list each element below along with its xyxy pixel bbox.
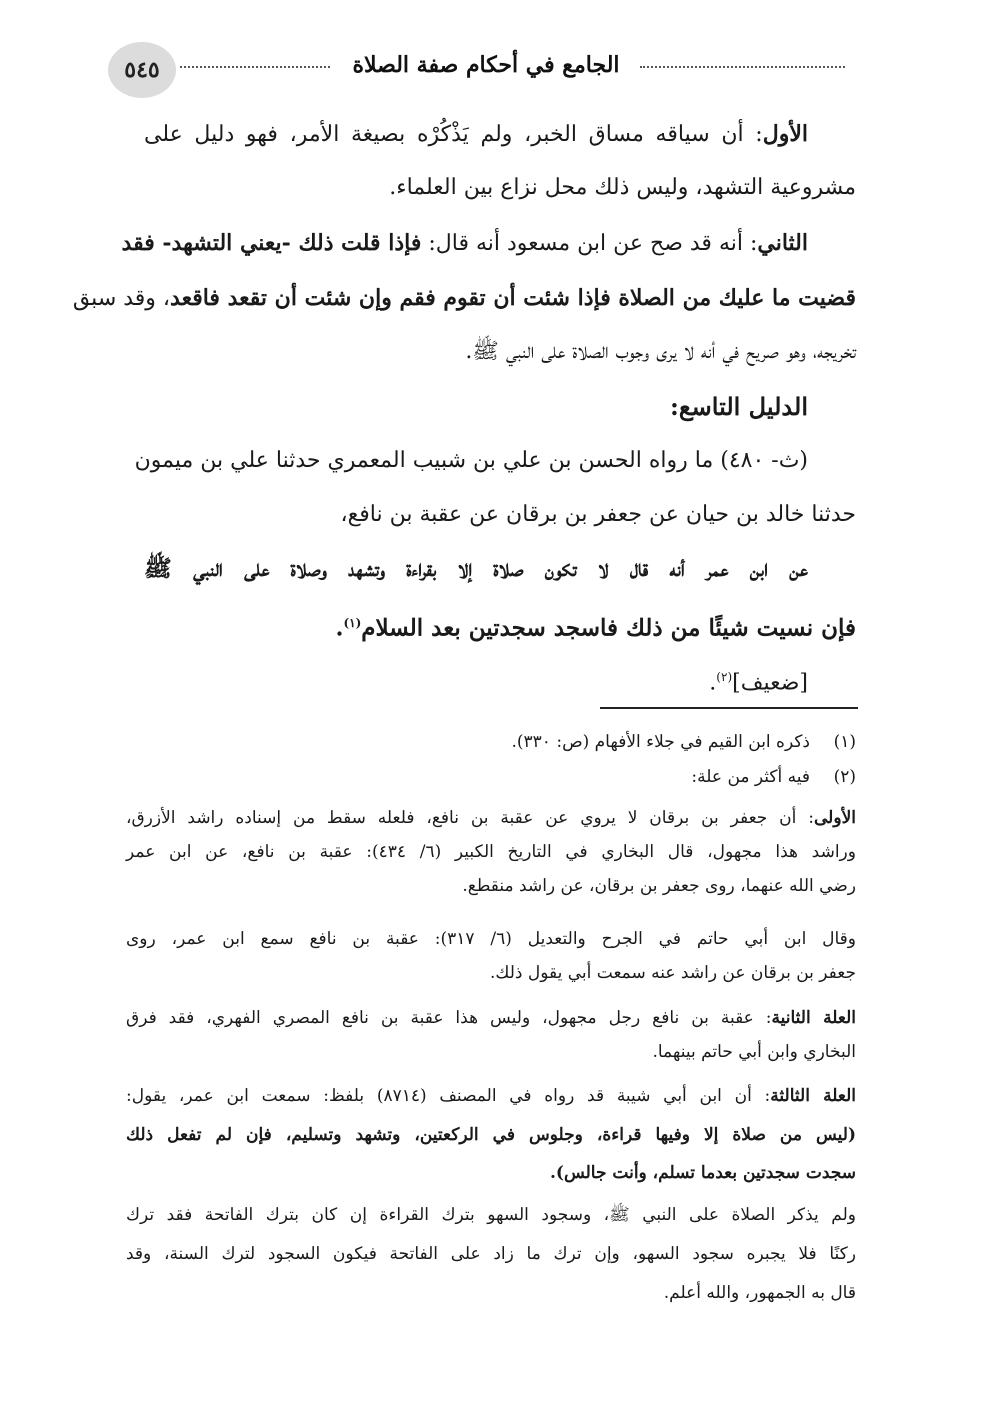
footnote-text: : أن جعفر بن برقان لا يروي عن عقبة بن نافع، فلعله سقط من إسناده راشد الأزرق، [126,808,815,828]
footnote-line: جعفر بن برقان عن راشد عنه سمعت أبي يقول ذلك. [489,963,856,983]
paragraph-line [121,225,808,262]
footnote-2 [126,762,856,792]
footnote-line: ولم يذكر الصلاة على النبي ﷺ، وسجود السهو بترك القراءة إن كان بترك الفاتحة فقد ترك [126,1205,856,1225]
footnote-text: : عقبة بن نافع رجل مجهول، وليس هذا عقبة بن نافع المصري الفهري، فقد فرق [126,1008,772,1028]
paragraph-line [144,116,808,153]
paragraph-line: تخريجه، وهو صريح في أنه لا يرى وجوب الصلاة على النبي ﷺ. [465,339,856,364]
footnote-line: ركنًا فلا يجبره سجود السهو، وإن ترك ما زاد على الفاتحة فيكون السجود لترك السنة، وقد [126,1244,856,1264]
page-number-badge [108,42,176,98]
footnote-text: : أن ابن أبي شيبة قد رواه في المصنف (٨٧١٤) بلفظ: سمعت ابن عمر، يقول: [126,1086,771,1106]
hadith-text [144,605,856,647]
paragraph-line: (ث- ٤٨٠) ما رواه الحسن بن علي بن شبيب المعمري حدثنا علي بن ميمون [134,448,808,473]
hadith-text: عن ابن عمر أنه قال لا تكون صلاة إلا بقراءة وتشهد وصلاة على النبي ﷺ [144,555,808,582]
footnote-line: (ليس من صلاة إلا وفيها قراءة، وجلوس في الركعتين، وتشهد وتسليم، فإن لم تفعل ذلك [126,1125,856,1145]
paragraph-text: : أن سياقه مساق الخبر، ولم يَذْكُرْه بصيغة الأمر، فهو دليل على [144,122,763,147]
section-heading: الدليل التاسع: [670,392,808,421]
grade-line [144,659,808,701]
footnote-number: (٢) [833,767,856,787]
footnote-line: وراشد هذا مجهول، قال البخاري في التاريخ الكبير (٦/ ٤٣٤): عقبة بن نافع، عن ابن عمر [126,842,856,862]
paragraph-label: الأول [762,121,808,147]
footnote-ref[interactable]: (١) [343,616,362,630]
footnote-line [126,1081,856,1111]
footnote-divider [600,707,858,709]
footnote-line: سجدت سجدتين بعدما تسلم، وأنت جالس). [549,1163,856,1183]
footnote-label: العلة الثانية [771,1008,857,1028]
footnote-1 [126,727,856,757]
paragraph-line: حدثنا خالد بن حيان عن جعفر بن برقان عن عقبة بن نافع، [340,502,856,527]
hadith-text-part: فإن نسيت شيئًا من ذلك فاسجد سجدتين بعد السلام [361,614,856,642]
footnote-number: (١) [833,732,856,752]
footnote-text: فيه أكثر من علة: [691,767,810,787]
paragraph-text: : أنه قد صح عن ابن مسعود أنه قال: [421,231,758,256]
footnote-line: رضي الله عنهما، روى جعفر بن برقان، عن راشد منقطع. [462,876,856,896]
hadith-punctuation: . [335,614,344,642]
paragraph-line [72,280,856,317]
paragraph-text: ، وقد سبق [72,286,171,311]
footnote-text: ذكره ابن القيم في جلاء الأفهام (ص: ٣٣٠). [511,732,810,752]
paragraph-line: مشروعية التشهد، وليس ذلك محل نزاع بين العلماء. [389,175,856,200]
footnote-line: قال به الجمهور، والله أعلم. [663,1283,856,1303]
footnote-ref[interactable]: (٢) [716,670,733,684]
footnote-line [126,1003,856,1033]
header-dotted-rule-right [640,66,845,68]
header-dotted-rule-left [180,66,330,68]
footnote-label: الأولى [814,808,856,828]
grade-text: [ضعيف] [732,670,808,696]
running-title: الجامع في أحكام صفة الصلاة [352,52,620,78]
footnote-line [126,803,856,833]
quoted-text: فإذا قلت ذلك -يعني التشهد- فقد [121,230,422,256]
paragraph-label: الثاني [757,230,808,256]
page-number: ٥٤٥ [124,57,160,83]
quoted-text: قضيت ما عليك من الصلاة فإذا شئت أن تقوم فقم وإن شئت أن تقعد فاقعد [170,285,856,311]
footnote-line: وقال ابن أبي حاتم في الجرح والتعديل (٦/ ٣١٧): عقبة بن نافع سمع ابن عمر، روى [126,929,857,949]
grade-punctuation: . [709,670,717,696]
footnote-label: العلة الثالثة [770,1086,856,1106]
footnote-line: البخاري وابن أبي حاتم بينهما. [652,1042,856,1062]
